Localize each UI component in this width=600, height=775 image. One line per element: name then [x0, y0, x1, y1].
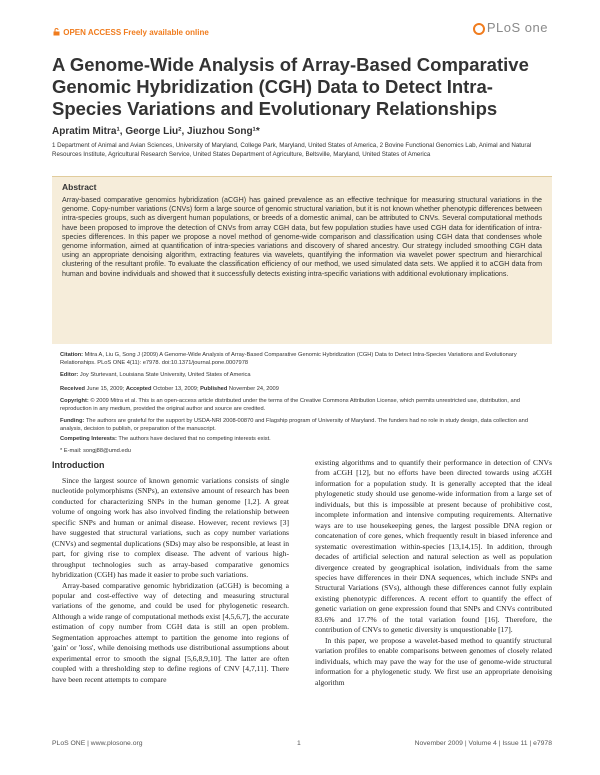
- right-column: [315, 458, 552, 688]
- received-label: Received: [60, 386, 85, 392]
- intro-paragraph: Since the largest source of known genomic variations consists of single nucleotide polymorphisms (SNPs), an extensive amount of research has been conducted for characterizing SNPs in the human genome [1,2]. A great volume of ongoing work has also involved finding the relationship between specific SNPs and human or animal disease. However, recent reviews [3] have suggested that structural variations, such as copy number variations (CNVs) and segmental duplications (SDs) may also be responsible, at least in part, for giving rise to complex disease. The advent of various high-throughput technologies such as array-based comparative genomics hybridization (CGH) has made it easier to probe such variations.: [52, 476, 289, 580]
- competing-label: Competing Interests:: [60, 436, 117, 442]
- intro-paragraph: existing algorithms and to quantify their performance in detection of CNVs from aCGH [12], but no efforts have been directed towards using aCGH information for a population study. It is generally accepted that the ideal phylogenetic study should use genome-wide information from a large set of individuals, but this is impossible at present because of prohibitive cost, incomplete information and intensive computing requirements. Alternative ways are to use housekeeping genes, the largest possible DNA region or concatenation of core genes, which frequently result in biased inference and systematic overestimation within-species [13,14,15]. In addition, through decades of artificial selection and natural selection as well as population divergence created by geographical isolation, individuals from the same species have differences in their DNA sequences, which include SNPs and Structural Variations (SVs), although these differences cannot fully explain existing phenotypic differences. A recent effort to quantify the effect of genetic variation on gene expression found that SNPs and CNVs contributed 83.6% and 17.7% of the total variation found [16]. Therefore, the contribution of CNVs to genetic diversity is unquestionable [17].: [315, 458, 552, 635]
- footer-page-number: 1: [297, 740, 301, 747]
- competing-interests: [60, 436, 550, 444]
- dates: [60, 386, 550, 394]
- logo-ring-icon: [473, 23, 485, 35]
- citation-label: Citation:: [60, 352, 84, 358]
- copyright-label: Copyright:: [60, 398, 89, 404]
- citation-text: Mitra A, Liu G, Song J (2009) A Genome-Wide Analysis of Array-Based Comparative Genomic Hybridization (CGH) Data to Detect Intra-Species Variations and Evolutionary Relationships. PLoS ONE 4(11): e7978. doi:10.1371/journal.pone.0007978: [60, 352, 517, 366]
- footer-issue: November 2009 | Volume 4 | Issue 11 | e7978: [414, 740, 552, 747]
- received-date: June 15, 2009;: [86, 386, 125, 392]
- open-access-lock-icon: [53, 28, 60, 36]
- left-column: [52, 476, 289, 685]
- open-access-banner: [52, 28, 209, 37]
- published-label: Published: [200, 386, 228, 392]
- article-title: A Genome-Wide Analysis of Array-Based Comparative Genomic Hybridization (CGH) Data to Detect Intra-Species Variations and Evolutionary Relationships: [52, 54, 529, 119]
- funding-label: Funding:: [60, 418, 85, 424]
- competing-text: The authors have declared that no competing interests exist.: [118, 436, 271, 442]
- introduction-heading: Introduction: [52, 460, 105, 470]
- copyright: [60, 398, 550, 413]
- editor-label: Editor:: [60, 372, 79, 378]
- abstract-text: Array-based comparative genomics hybridization (aCGH) has gained prevalence as an effective technique for measuring structural variations in the genome. Copy-number variations (CNVs) form a large source of genomic structural variation, but it is not known whether phenotypic differences between intra-species groups, such as divergent human populations, or breeds of a domestic animal, can be attributed to CNVs. Several computational methods have been proposed to improve the detection of CNVs from array CGH data, but few population studies have used CGH data for identification of intra-species differences. In this paper we propose a novel method of genome-wide comparison and classification using CGH data that condenses whole genome information, aimed at quantification of intra-species variations and discovery of shared ancestry. Our strategy included smoothing CGH data using an appropriate denoising algorithm, extracting features via wavelets, quantifying the information via wavelet power spectrum and hierarchical clustering of the resultant profile. To evaluate the classification efficiency of our method, we used simulated data sets. We applied it to aCGH data from human and bovine individuals and showed that it successfully detects existing intra-specific variations with additional evolutionary implications.: [62, 196, 542, 278]
- accepted-date: October 13, 2009;: [153, 386, 199, 392]
- published-date: November 24, 2009: [228, 386, 279, 392]
- journal-logo: [473, 20, 548, 35]
- contact-email: * E-mail: songj88@umd.edu: [60, 448, 131, 454]
- funding-text: The authors are grateful for the support by USDA-NRI 2008-00870 and Flagship program of University of Maryland. The funders had no role in study design, data collection and analysis, decision to publish, or preparation of the manuscript.: [60, 418, 528, 432]
- freely-available-label: Freely available online: [123, 28, 209, 37]
- funding: [60, 418, 550, 433]
- intro-paragraph: Array-based comparative genomic hybridization (aCGH) is becoming a popular and cost-effective way of detecting and measuring structural variations of the genome, and could be used for phylogenetic research. Although a wide range of computational methods exist [4,5,6,7], the accurate estimation of copy number from CGH data is still an open problem. Segmentation approaches attempt to partition the genome into regions of 'gain' or 'loss', while denoising methods use distributional assumptions about experimental error to smooth the signal [5,6,8,9,10]. The latter are often coupled with a thresholding step to define regions of CNV [4,7,11]. There have been recent attempts to compare: [52, 580, 289, 684]
- intro-paragraph: In this paper, we propose a wavelet-based method to quantify structural variation profiles to enable comparisons between genomes of closely related individuals, which may pave the way for the use of genome-wide structural information for a phylogenetic study. We first use an appropriate denoising algorithm: [315, 635, 552, 687]
- editor: [60, 372, 550, 380]
- editor-text: Joy Sturtevant, Louisiana State University, United States of America: [79, 372, 251, 378]
- author-list: Apratim Mitra¹, George Liu², Jiuzhou Song¹*: [52, 126, 260, 137]
- footer-journal: PLoS ONE | www.plosone.org: [52, 740, 143, 747]
- abstract-box: [52, 176, 552, 344]
- affiliations: 1 Department of Animal and Avian Sciences, University of Maryland, College Park, Maryland, United States of America, 2 Bovine Functional Genomics Lab, Animal and Natural Resources Institute, Agricultural Research Service, United States Department of Agriculture, Beltsville, Maryland, United States of America: [52, 142, 532, 158]
- open-access-label: OPEN ACCESS: [63, 28, 122, 37]
- accepted-label: Accepted: [125, 386, 152, 392]
- copyright-text: © 2009 Mitra et al. This is an open-access article distributed under the terms of the Creative Commons Attribution License, which permits unrestricted use, distribution, and reproduction in any medium, provided the original author and source are credited.: [60, 398, 520, 412]
- logo-text: PLoS one: [486, 20, 548, 35]
- citation: [60, 352, 550, 367]
- abstract-heading: Abstract: [62, 182, 97, 192]
